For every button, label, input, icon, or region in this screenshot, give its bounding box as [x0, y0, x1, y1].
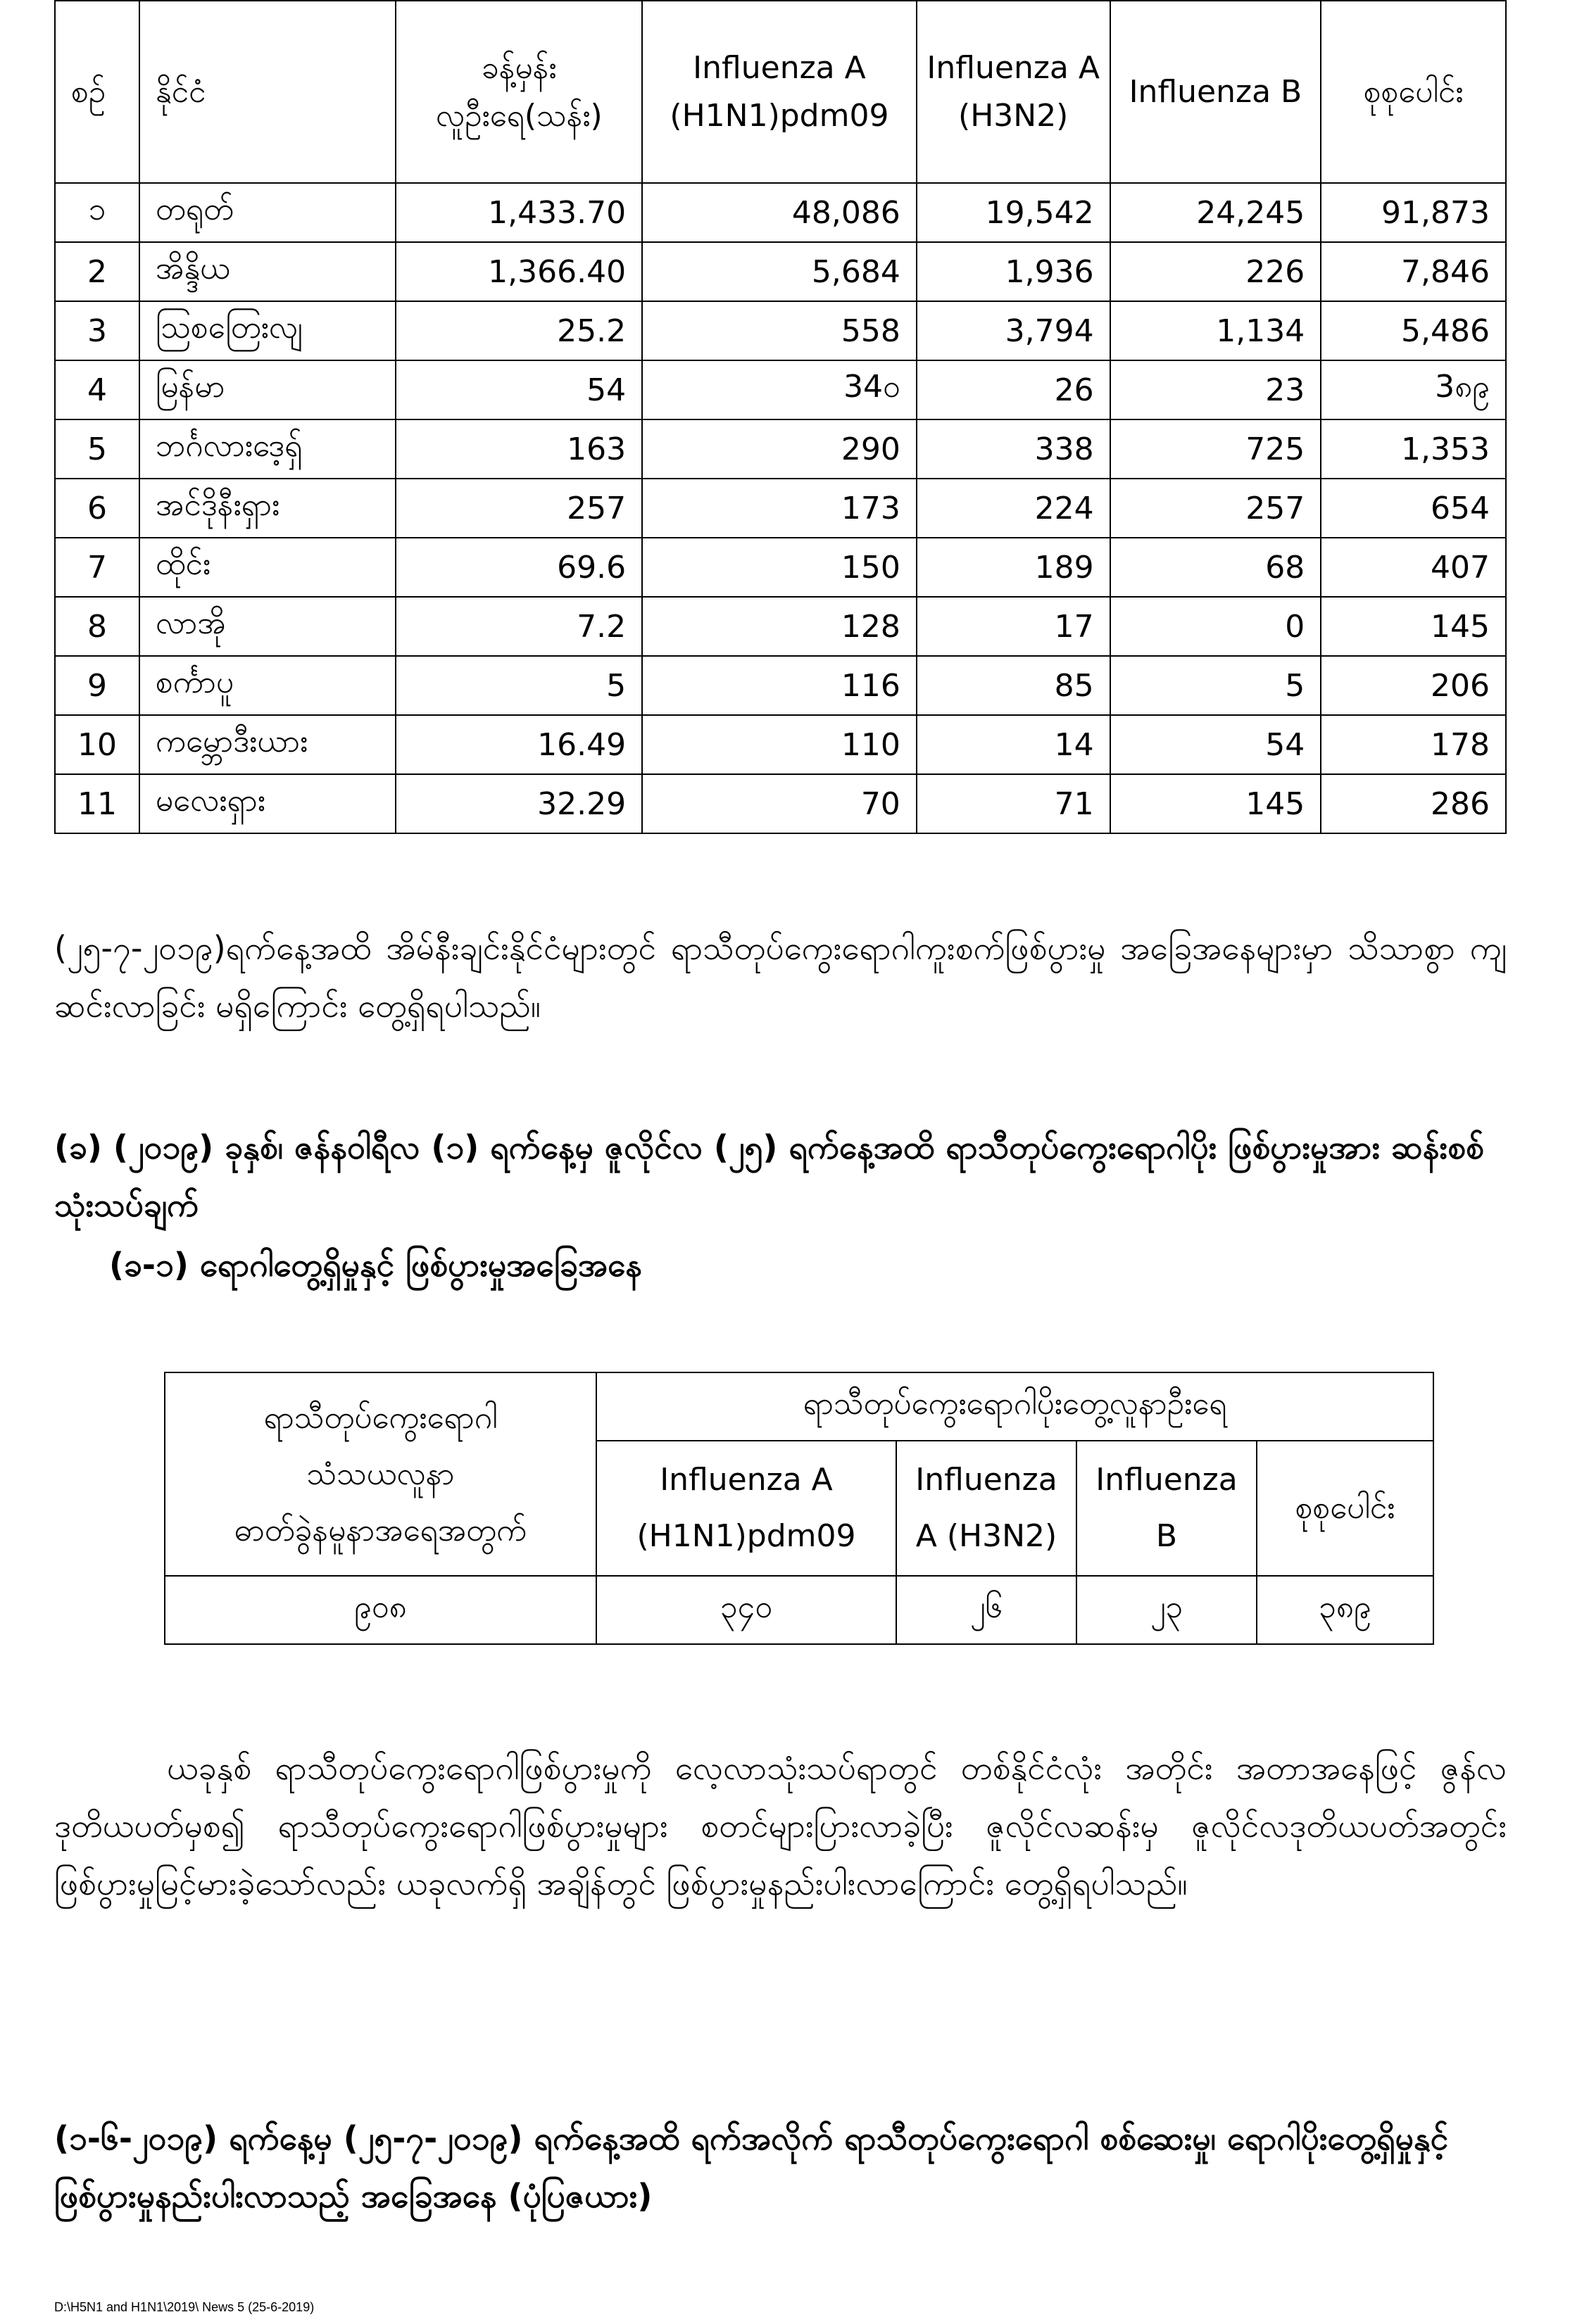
cell-country: ထိုင်း [139, 538, 396, 597]
cell-h1n1: 116 [642, 656, 917, 715]
cell-country: ကမ္ဘောဒီးယား [139, 715, 396, 774]
cell-h3n2: 189 [917, 538, 1110, 597]
header-line: Influenza [1095, 1462, 1238, 1498]
table-row [55, 360, 1506, 419]
header-line: စုစုပေါင်း [1295, 1490, 1395, 1526]
cell-population: 1,366.40 [396, 242, 642, 301]
table-row [55, 419, 1506, 479]
header-total [1257, 1441, 1433, 1576]
cell-country: အိန္ဒိယ [139, 242, 396, 301]
cell-h1n1: 173 [642, 479, 917, 538]
cell-no: 8 [55, 597, 139, 656]
table-row [55, 656, 1506, 715]
cell-total: 7,846 [1321, 242, 1506, 301]
cell-no: 10 [55, 715, 139, 774]
header-influenza-b: Influenza B [1110, 1, 1321, 183]
cell-h1n1: ၃၄၀ [596, 1576, 896, 1644]
cell-country: လာအို [139, 597, 396, 656]
header-line: ရာသီတုပ်ကွေးရောဂါ [263, 1399, 498, 1436]
cell-population: 5 [396, 656, 642, 715]
header-line: သံသယလူနာ [306, 1455, 455, 1492]
cell-h1n1: 34၀ [642, 360, 917, 419]
header-h1n1 [596, 1441, 896, 1576]
cell-total: 145 [1321, 597, 1506, 656]
cell-population: 25.2 [396, 301, 642, 360]
cell-no: 9 [55, 656, 139, 715]
cell-no: ၁ [55, 183, 139, 242]
cell-influenza-b: 226 [1110, 242, 1321, 301]
table-row [55, 538, 1506, 597]
cell-h3n2: 1,936 [917, 242, 1110, 301]
file-path-footer: D:\H5N1 and H1N1\2019\ News 5 (25-6-2019) [54, 2300, 315, 2314]
cell-influenza-b: 0 [1110, 597, 1321, 656]
cell-total: 178 [1321, 715, 1506, 774]
cell-population: 163 [396, 419, 642, 479]
cell-country: စင်္ကာပူ [139, 656, 396, 715]
cell-no: 5 [55, 419, 139, 479]
cell-population: 1,433.70 [396, 183, 642, 242]
paragraph-trend-analysis: ယခုနှစ် ရာသီတုပ်ကွေးရောဂါဖြစ်ပွားမှုကို လေ့လာသုံးသပ်ရာတွင် တစ်နိုင်ငံလုံး အတိုင်း အတာအနေဖြင့် ဇွန်လ ဒုတိယပတ်မှစ၍ ရာသီတုပ်ကွေးရောဂါဖြစ်ပွားမှုများ စတင်များပြားလာခဲ့ပြီး ဇူလိုင်လဆန်းမှ ဇူလိုင်လဒုတိယပတ်အတွင်း ဖြစ်ပွားမှုမြင့်မားခဲ့သော်လည်း ယခုလက်ရှိ အချိန်တွင် ဖြစ်ပွားမှုနည်းပါးလာကြောင်း တွေ့ရှိရပါသည်။ [54, 1749, 1507, 1902]
cell-h1n1: 558 [642, 301, 917, 360]
header-line: (H1N1)pdm09 [636, 1518, 856, 1554]
cell-total: 3၈၉ [1321, 360, 1506, 419]
cell-influenza-b: 24,245 [1110, 183, 1321, 242]
table-row [55, 242, 1506, 301]
cell-population: 32.29 [396, 774, 642, 833]
table-row [55, 715, 1506, 774]
cell-h3n2: 3,794 [917, 301, 1110, 360]
cell-country: အင်ဒိုနီးရှား [139, 479, 396, 538]
header-h3n2: Influenza A (H3N2) [917, 1, 1110, 183]
cell-h3n2: 14 [917, 715, 1110, 774]
cell-population: 16.49 [396, 715, 642, 774]
cell-no: 11 [55, 774, 139, 833]
cell-h3n2: 17 [917, 597, 1110, 656]
table-row [55, 479, 1506, 538]
section-heading: (ခ) (၂၀၁၉) ခုနှစ်၊ ဇန်နဝါရီလ (၁) ရက်နေ့မှ ဇူလိုင်လ (၂၅) ရက်နေ့အထိ ရာသီတုပ်ကွေးရောဂါပိုး ဖြစ်ပွားမှုအား ဆန်းစစ်သုံးသပ်ချက် [54, 1128, 1484, 1224]
header-total: စုစုပေါင်း [1321, 1, 1506, 183]
paragraph-neighbor-countries: (၂၅-၇-၂၀၁၉)ရက်နေ့အထိ အိမ်နီးချင်းနိုင်ငံများတွင် ရာသီတုပ်ကွေးရောဂါကူးစက်ဖြစ်ပွားမှု အခြေအနေများမှာ သိသာစွာ ကျဆင်းလာခြင်း မရှိကြောင်း တွေ့ရှိရပါသည်။ [54, 929, 1507, 1025]
cell-country: သြစတြေးလျ [139, 301, 396, 360]
cell-total: 206 [1321, 656, 1506, 715]
header-suspected-samples [165, 1372, 596, 1576]
cell-total: 286 [1321, 774, 1506, 833]
cell-no: 7 [55, 538, 139, 597]
cell-country: တရုတ် [139, 183, 396, 242]
cell-total: 91,873 [1321, 183, 1506, 242]
cell-influenza-b: ၂၃ [1076, 1576, 1257, 1644]
cell-no: 6 [55, 479, 139, 538]
header-line: B [1155, 1518, 1178, 1554]
cell-h1n1: 5,684 [642, 242, 917, 301]
cell-h1n1: 48,086 [642, 183, 917, 242]
cell-no: 3 [55, 301, 139, 360]
cell-total: 407 [1321, 538, 1506, 597]
table-row [55, 301, 1506, 360]
cell-influenza-b: 54 [1110, 715, 1321, 774]
cell-country: မြန်မာ [139, 360, 396, 419]
cell-influenza-b: 68 [1110, 538, 1321, 597]
cell-country: ဘင်္ဂလားဒေ့ရှ် [139, 419, 396, 479]
cell-total: 5,486 [1321, 301, 1506, 360]
cell-population: 7.2 [396, 597, 642, 656]
table-row [55, 183, 1506, 242]
header-line: A (H3N2) [915, 1518, 1057, 1554]
cell-h1n1: 128 [642, 597, 917, 656]
header-line: Influenza [915, 1462, 1057, 1498]
cell-country: မလေးရှား [139, 774, 396, 833]
subsection-heading: (ခ-၁) ရောဂါတွေ့ရှိမှုနှင့် ဖြစ်ပွားမှုအခြေအနေ [109, 1246, 642, 1284]
cell-h1n1: 290 [642, 419, 917, 479]
table-header-row [55, 1, 1506, 183]
header-positive-patients: ရာသီတုပ်ကွေးရောဂါပိုးတွေ့လူနာဦးရေ [596, 1372, 1433, 1441]
cell-population: 257 [396, 479, 642, 538]
country-influenza-table [54, 0, 1507, 834]
header-h1n1: Influenza A (H1N1)pdm09 [642, 1, 917, 183]
cell-population: 69.6 [396, 538, 642, 597]
myanmar-lab-summary-table [164, 1372, 1434, 1645]
cell-influenza-b: 725 [1110, 419, 1321, 479]
cell-influenza-b: 1,134 [1110, 301, 1321, 360]
cell-h3n2: 338 [917, 419, 1110, 479]
cell-h3n2: 224 [917, 479, 1110, 538]
header-line: Influenza A [660, 1462, 833, 1498]
cell-h3n2: 26 [917, 360, 1110, 419]
header-country: နိုင်ငံ [139, 1, 396, 183]
cell-population: 54 [396, 360, 642, 419]
cell-h1n1: 70 [642, 774, 917, 833]
cell-no: 4 [55, 360, 139, 419]
paragraph-chart-caption: (၁-၆-၂၀၁၉) ရက်နေ့မှ (၂၅-၇-၂၀၁၉) ရက်နေ့အထိ ရက်အလိုက် ရာသီတုပ်ကွေးရောဂါ စစ်ဆေးမှု၊ ရောဂါပိုးတွေ့ရှိမှုနှင့် ဖြစ်ပွားမှုနည်းပါးလာသည့် အခြေအနေ (ပုံပြဇယား) [54, 2119, 1449, 2215]
table-row [55, 597, 1506, 656]
table-row [55, 774, 1506, 833]
cell-h3n2: 71 [917, 774, 1110, 833]
cell-total: 654 [1321, 479, 1506, 538]
cell-h3n2: ၂၆ [896, 1576, 1076, 1644]
header-influenza-b [1076, 1441, 1257, 1576]
cell-samples: ၉၀၈ [165, 1576, 596, 1644]
cell-no: 2 [55, 242, 139, 301]
cell-influenza-b: 5 [1110, 656, 1321, 715]
cell-influenza-b: 257 [1110, 479, 1321, 538]
cell-total: 1,353 [1321, 419, 1506, 479]
header-population: ခန့်မှန်းလူဦးရေ(သန်း) [396, 1, 642, 183]
cell-h1n1: 110 [642, 715, 917, 774]
cell-h3n2: 19,542 [917, 183, 1110, 242]
header-line: ဓာတ်ခွဲနမူနာအရေအတွက် [234, 1512, 527, 1548]
header-h3n2 [896, 1441, 1076, 1576]
cell-h3n2: 85 [917, 656, 1110, 715]
cell-total: ၃၈၉ [1257, 1576, 1433, 1644]
table-row [165, 1576, 1433, 1644]
cell-influenza-b: 23 [1110, 360, 1321, 419]
cell-h1n1: 150 [642, 538, 917, 597]
cell-influenza-b: 145 [1110, 774, 1321, 833]
header-no: စဉ် [55, 1, 139, 183]
